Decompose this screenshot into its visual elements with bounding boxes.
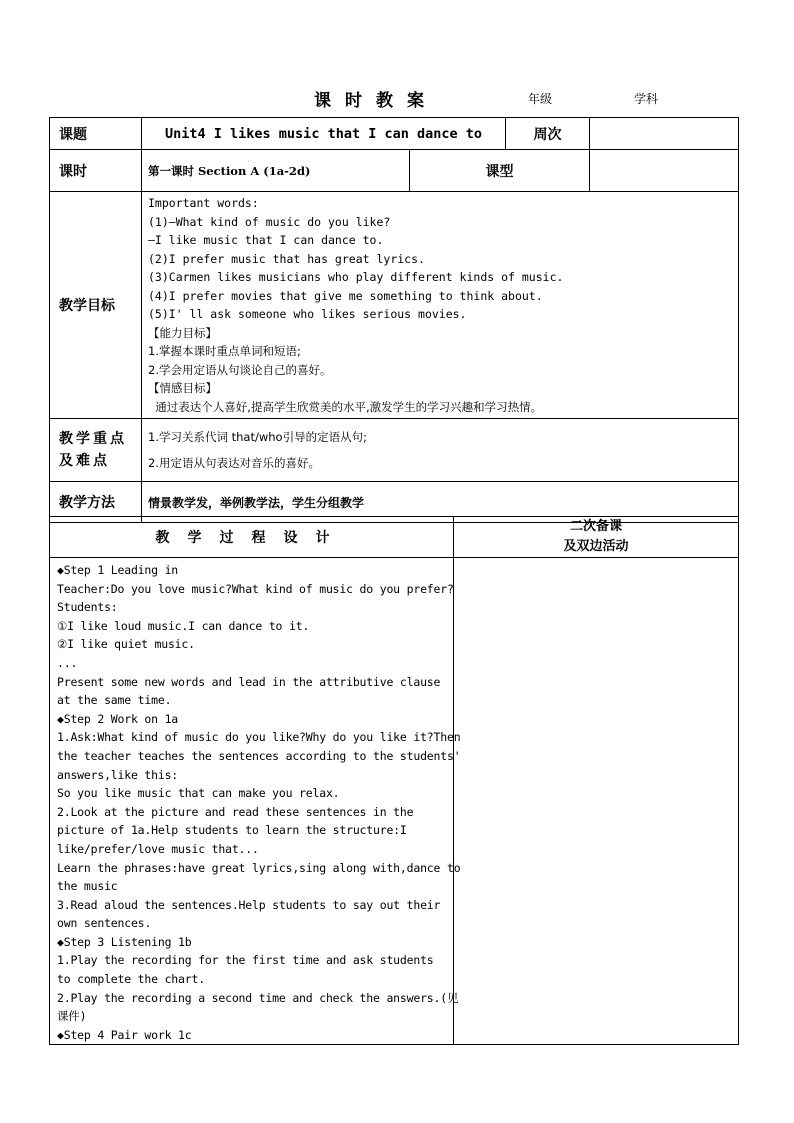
goal-line: (5)I' ll ask someone who likes serious movies. — [148, 307, 467, 321]
session-row — [50, 150, 739, 192]
process-line: ◆Step 4 Pair work 1c — [57, 1027, 192, 1042]
secondary-prep-content[interactable] — [454, 558, 739, 1045]
process-header: 教学过程设计 — [50, 517, 454, 558]
keypoints-row — [50, 419, 739, 482]
secondary-prep-subtitle: 及双边活动 — [563, 539, 629, 554]
topic-row — [50, 118, 739, 150]
goals-content — [142, 192, 739, 419]
grade-label: 年级 — [528, 92, 553, 106]
process-line: like/prefer/love music that... — [57, 841, 259, 856]
document-title: 课时教案 — [314, 91, 438, 111]
process-line: ... — [57, 655, 78, 670]
process-line: So you like music that can make you relax. — [57, 786, 340, 801]
process-line: Learn the phrases:have great lyrics,sing along with,dance to — [57, 860, 461, 875]
goal-line: —I like music that I can dance to. — [148, 233, 384, 247]
process-line: 2.Play the recording a second time and check the answers.(见 — [57, 990, 459, 1005]
keypoints-label: 教学重点及难点 — [50, 419, 142, 482]
process-line: the teacher teaches the sentences according to the students' — [57, 748, 461, 763]
process-line: at the same time. — [57, 693, 172, 708]
topic-value: Unit4 I likes music that I can dance to — [142, 118, 506, 150]
process-line: 3.Read aloud the sentences.Help students to say out their — [57, 897, 441, 912]
process-line: 2.Look at the picture and read these sentences in the — [57, 804, 414, 819]
process-line: own sentences. — [57, 916, 152, 931]
process-line: picture of 1a.Help students to learn the structure:I — [57, 823, 407, 838]
session-value: 第一课时 Section A (1a-2d) — [142, 150, 410, 192]
process-header-row — [50, 517, 739, 558]
goal-line: (4)I prefer movies that give me something to think about. — [148, 288, 543, 303]
method-value: 情景教学发，举例教学法，学生分组教学 — [142, 482, 739, 523]
subject-label: 学科 — [634, 92, 659, 106]
page-header — [0, 86, 794, 110]
week-label: 周次 — [506, 118, 590, 150]
process-line: Students: — [57, 600, 118, 615]
process-line: ①I like loud music.I can dance to it. — [57, 618, 310, 633]
goal-line: (1)—What kind of music do you like? — [148, 214, 391, 229]
week-value[interactable] — [590, 118, 739, 150]
goal-line: 2.学会用定语从句谈论自己的喜好。 — [148, 362, 332, 377]
goal-line: (3)Carmen likes musicians who play different kinds of music. — [148, 270, 564, 284]
process-line: the music — [57, 879, 118, 894]
secondary-prep-title: 二次备课 — [569, 519, 622, 534]
process-line: ②I like quiet music. — [57, 637, 195, 652]
keypoint-line: 2.用定语从句表达对音乐的喜好。 — [148, 455, 320, 470]
lesson-plan-table — [49, 117, 739, 523]
session-label: 课时 — [50, 150, 142, 192]
goal-line: Important words: — [148, 196, 259, 210]
process-line: ◆Step 2 Work on 1a — [57, 711, 179, 726]
goal-line: (2)I prefer music that has great lyrics. — [148, 251, 425, 266]
method-label: 教学方法 — [50, 482, 142, 523]
goals-label: 教学目标 — [50, 192, 142, 419]
process-line: 课件) — [57, 1009, 87, 1024]
goals-row — [50, 192, 739, 419]
goal-line: 通过表达个人喜好,提高学生欣赏美的水平,激发学生的学习兴趣和学习热情。 — [148, 399, 543, 414]
process-body-row — [50, 558, 739, 1045]
goal-line: 【情感目标】 — [148, 381, 217, 395]
process-line: to complete the chart. — [57, 972, 205, 987]
process-line: Teacher:Do you love music?What kind of music do you prefer? — [57, 581, 454, 596]
process-line: answers,like this: — [57, 767, 179, 782]
process-line: ◆Step 3 Listening 1b — [57, 934, 192, 949]
process-content — [50, 558, 461, 1045]
course-type-value[interactable] — [590, 150, 739, 192]
process-line: 1.Play the recording for the first time and ask students — [57, 953, 434, 968]
goal-line: 【能力目标】 — [148, 325, 217, 340]
keypoint-line: 1.学习关系代词 that/who引导的定语从句; — [148, 429, 367, 444]
secondary-prep-header — [454, 517, 739, 558]
process-table — [49, 516, 739, 1045]
course-type-label: 课型 — [410, 150, 590, 192]
topic-label: 课题 — [50, 118, 142, 150]
process-line: Present some new words and lead in the attributive clause — [57, 674, 441, 689]
process-line: ◆Step 1 Leading in — [57, 563, 179, 577]
process-line: 1.Ask:What kind of music do you like?Why do you like it?Then — [57, 730, 461, 745]
keypoints-content — [142, 419, 739, 482]
goal-line: 1.掌握本课时重点单词和短语; — [148, 344, 301, 358]
